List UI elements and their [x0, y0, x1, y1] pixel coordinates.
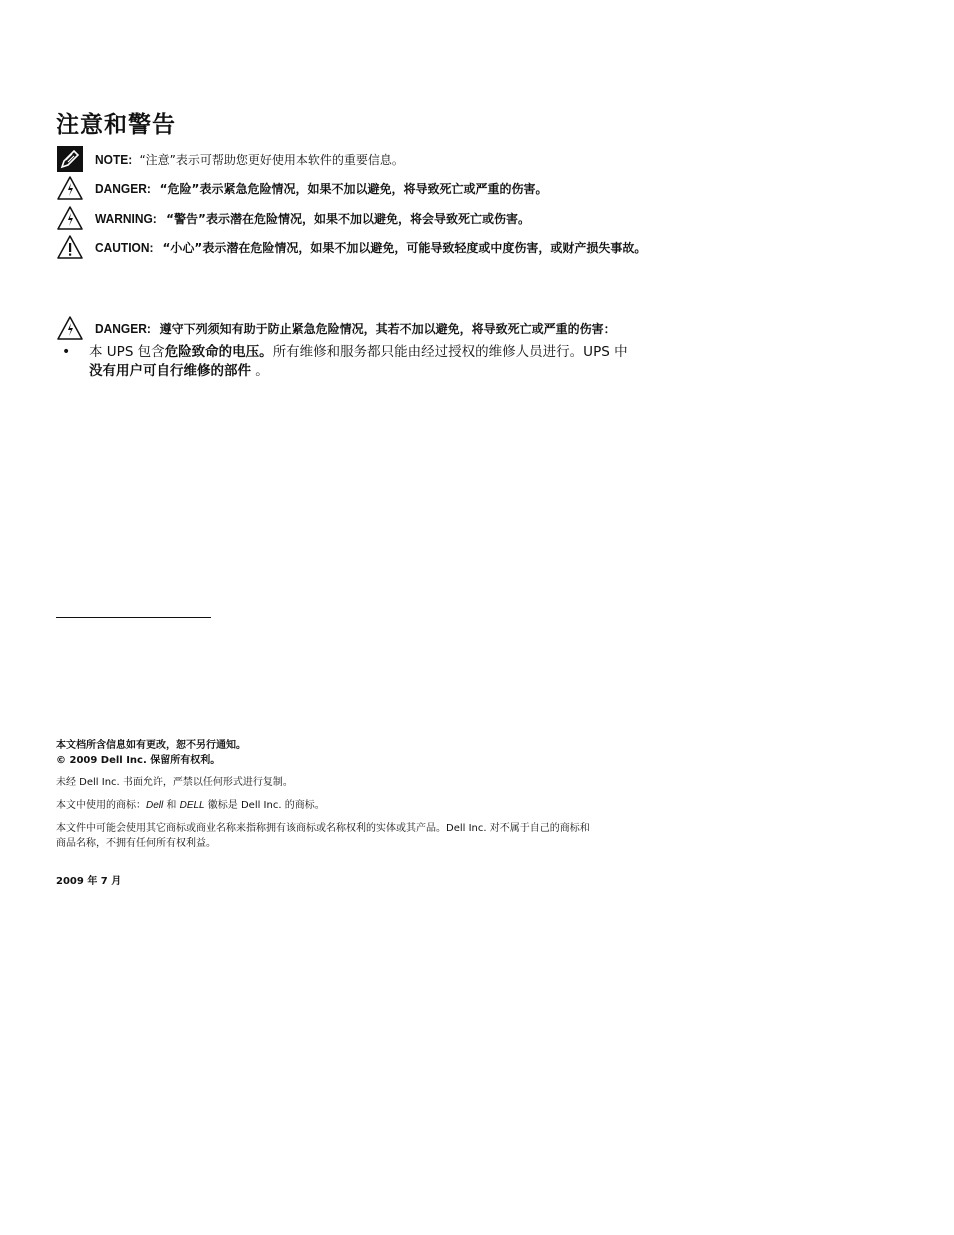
safety-danger-text: 遵守下列须知有助于防止紧急危险情况，其若不加以避免，将导致死亡或严重的伤害： — [159, 321, 616, 336]
exclamation-triangle-icon — [57, 234, 83, 260]
copyright-line: © 2009 Dell Inc. 保留所有权利。 — [56, 755, 221, 766]
bullet-text — [89, 343, 722, 381]
trademark-prefix: 本文中使用的商标： — [56, 800, 146, 811]
bullet-part5: 。 — [251, 363, 269, 379]
trademark-and: 和 — [163, 800, 180, 811]
danger-text: “危险”表示紧急危险情况，如果不加以避免，将导致死亡或严重的伤害。 — [159, 181, 548, 196]
note-label: NOTE: — [95, 151, 133, 167]
caution-label: CAUTION: — [95, 239, 154, 255]
other-trademarks-line-2: 商品名称，不拥有任何所有权利益。 — [56, 838, 216, 849]
bullet-part1: 本 UPS 包含 — [89, 344, 165, 360]
caution-notice — [57, 234, 646, 260]
page-title: 注意和警告 — [56, 112, 176, 138]
change-notice: 本文档所含信息如有更改，恕不另行通知。 — [56, 740, 246, 751]
danger-label: DANGER: — [95, 180, 151, 196]
note-pencil-icon — [57, 146, 83, 172]
warning-text: “警告”表示潜在危险情况，如果不加以避免，将会导致死亡或伤害。 — [166, 211, 530, 226]
publication-date: 2009 年 7 月 — [56, 876, 122, 887]
trademark-dell-caps: DELL — [179, 800, 205, 811]
note-text: “注意”表示可帮助您更好使用本软件的重要信息。 — [139, 152, 404, 167]
other-trademarks-line-1: 本文件中可能会使用其它商标或商业名称来指称拥有该商标或名称权利的实体或其产品。Dell Inc. 对不属于自己的商标和 — [56, 823, 590, 834]
warning-label: WARNING: — [95, 210, 157, 226]
warning-notice — [57, 205, 530, 231]
electrical-hazard-icon — [57, 315, 83, 341]
bullet-part4: 没有用户可自行维修的部件 — [89, 363, 251, 379]
safety-danger-notice — [57, 315, 616, 341]
bullet-part2: 危险致命的电压。 — [164, 344, 273, 360]
section-divider — [56, 617, 211, 618]
electrical-hazard-icon — [57, 205, 83, 231]
electrical-hazard-icon — [57, 175, 83, 201]
bullet-part3: 所有维修和服务都只能由经过授权的维修人员进行。UPS 中 — [272, 344, 628, 360]
reproduction-notice: 未经 Dell Inc. 书面允许，严禁以任何形式进行复制。 — [56, 777, 293, 788]
trademark-notice — [56, 798, 325, 813]
caution-text: “小心”表示潜在危险情况，如果不加以避免，可能导致轻度或中度伤害，或财产损失事故。 — [162, 240, 647, 255]
bullet-item — [62, 343, 722, 381]
danger-notice — [57, 175, 547, 201]
trademark-dell: Dell — [146, 800, 164, 811]
bullet-dot: • — [62, 344, 71, 360]
trademark-suffix: 徽标是 Dell Inc. 的商标。 — [204, 800, 325, 811]
note-notice — [57, 146, 404, 172]
safety-danger-label: DANGER: — [95, 320, 151, 336]
